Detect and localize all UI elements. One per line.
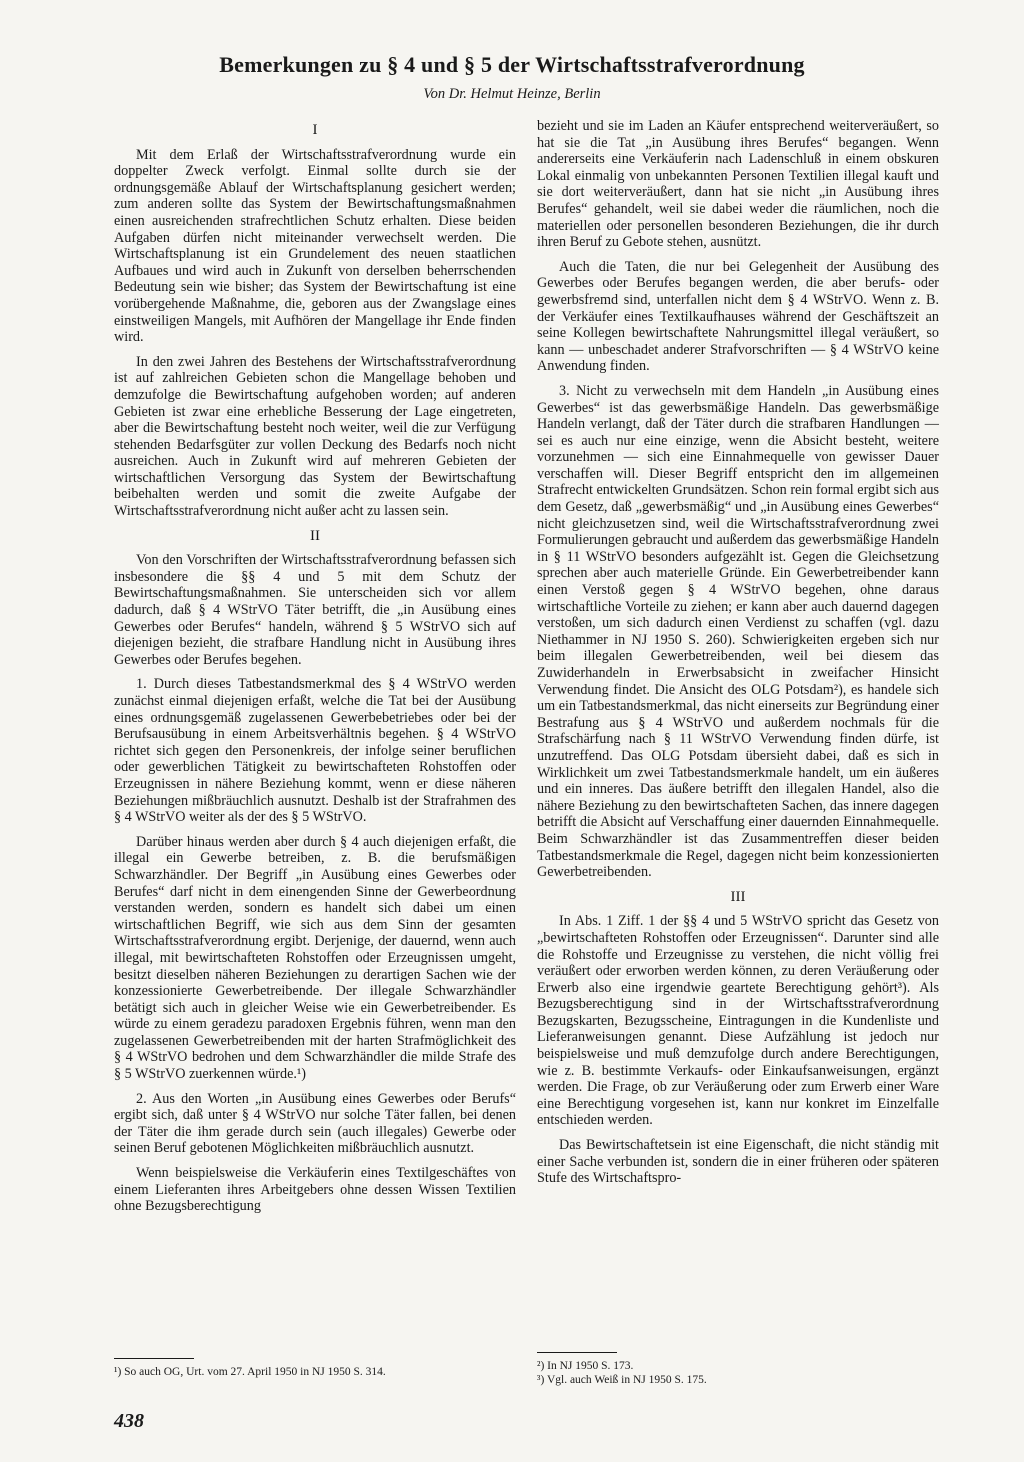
footnotes-right (537, 1352, 939, 1387)
paragraph: Darüber hinaus werden aber durch § 4 auch diejenigen erfaßt, die illegal ein Gewerbe betreiben, z. B. die berufsmäßigen Schwarzhändler. Der Begriff „in Ausübung eines Gewerbes oder Berufes“ darf nicht in dem einengenden Sinne der Gewerbeordnung verstanden werden, sondern es handelt sich dabei um einen wirtschaftlichen Begriff, wie sich aus dem Sinn der gesamten Wirtschaftsstrafverordnung ergibt. Derjenige, der dauernd, wenn auch illegal, mit bewirtschafteten Rohstoffen oder Erzeugnissen umgeht, besitzt dieselben näheren Beziehungen zu derartigen Sachen wie der konzessionierte Gewerbetreibende. Der illegale Schwarzhändler betätigt sich auch in gleicher Weise wie ein Gewerbetreibender. Es würde zu einem geradezu paradoxen Ergebnis führen, wenn man den zugelassenen Gewerbetreibenden mit der harten Strafmöglichkeit des § 4 WStrVO bedrohen und dem Schwarzhändler die milde Strafe des § 5 WStrVO zuerkennen würde.¹) (114, 833, 516, 1083)
paragraph: bezieht und sie im Laden an Käufer entsprechend weiterveräußert, so hat sie die Tat „in Ausübung ihres Berufes“ begangen. Wenn andererseits eine Verkäuferin nach Ladenschluß in einem obskuren Lokal einmalig von unbekannten Personen Textilien illegal kauft und sie dort weiterveräußert, dann hat sie nicht „in Ausübung ihres Berufes“ gehandelt, weil sie dabei weder die räumlichen, noch die materiellen oder personellen besonderen Beziehungen, die ihr durch ihren Beruf zu Gebote stehen, ausnützt. (537, 118, 939, 251)
paragraph: Wenn beispielsweise die Verkäuferin eines Textilgeschäftes von einem Lieferanten ihres Arbeitgebers ohne dessen Wissen Textilien ohne Bezugsberechtigung (114, 1165, 516, 1215)
right-column (537, 118, 939, 1195)
article-title: Bemerkungen zu § 4 und § 5 der Wirtschaftsstrafverordnung (219, 52, 805, 77)
page-number: 438 (114, 1410, 144, 1432)
footnote-2: ²) In NJ 1950 S. 173. (537, 1360, 634, 1372)
paragraph: Mit dem Erlaß der Wirtschaftsstrafverordnung wurde ein doppelter Zweck verfolgt. Einmal sollte durch sie der ordnungsgemäße Ablauf der Wirtschaftsplanung gesichert werden; zum anderen sollte das System der Bewirtschaftungsmaßnahmen einen ausreichenden strafrechtlichen Schutz erhalten. Diese beiden Aufgaben dürfen nicht miteinander verwechselt werden. Die Wirtschaftsplanung ist ein Grundelement des neuen staatlichen Aufbaues und wird auch in Zukunft von derselben beherrschenden Bedeutung sein wie bisher; das System der Bewirtschaftung ist eine vorübergehende Maßnahme, die, geboren aus der Zwangslage eines einstweiligen Mangels, mit Aufhören der Mangellage ihr Ende finden wird. (114, 146, 516, 346)
section-heading-3: III (730, 888, 746, 905)
paragraph: Das Bewirtschaftetsein ist eine Eigenschaft, die nicht ständig mit einer Sache verbunden ist, sondern die in einer früheren oder späteren Stufe des Wirtschaftspro- (537, 1137, 939, 1187)
paragraph: 1. Durch dieses Tatbestandsmerkmal des § 4 WStrVO werden zunächst einmal diejenigen erfaßt, welche die Tat bei der Ausübung eines ordnungsgemäß zugelassenen Gewerbebetriebes oder bei der Berufsausübung in einem Arbeitsverhältnis begehen. § 4 WStrVO richtet sich gegen den Personenkreis, der infolge seiner beruflichen oder gewerblichen Tätigkeit zu bewirtschafteten Rohstoffen oder Erzeugnissen in nähere Beziehung kommt, wenn er diese näheren Beziehungen mißbräuchlich ausnutzt. Deshalb ist der Strafrahmen des § 4 WStrVO weiter als der des § 5 WStrVO. (114, 676, 516, 826)
paragraph: 3. Nicht zu verwechseln mit dem Handeln „in Ausübung eines Gewerbes“ ist das gewerbsmäßige Handeln. Das gewerbsmäßige Handeln verlangt, daß der Täter durch die strafbaren Handlungen — sei es auch nur eine einzige, wenn die Absicht besteht, weitere vorzunehmen — sich eine Einnahmequelle von gewisser Dauer verschaffen will. Dieser Begriff entspricht den im allgemeinen Strafrecht entwickelten Grundsätzen. Schon rein formal ergibt sich aus dem Gesetz, daß „gewerbsmäßig“ und „in Ausübung eines Gewerbes“ nicht gleichzusetzen sind, weil die Wirtschaftsstrafverordnung zwei Formulierungen gebraucht und außerdem das gewerbsmäßige Handeln in § 11 WStrVO besonders aufgezählt ist. Gegen die Gleichsetzung sprechen aber auch materielle Gründe. Ein Gewerbetreibender kann einen Verstoß gegen § 4 WStrVO begehen, ohne daraus wirtschaftliche Vorteile zu ziehen; er kann aber auch dauernd dagegen verstoßen, um sich dadurch einen Verdienst zu schaffen (vgl. dazu Niethammer in NJ 1950 S. 260). Schwierigkeiten ergeben sich nur beim illegalen Gewerbetreibenden, weil bei diesem das Zuwiderhandeln in Erwerbsabsicht in zweifacher Hinsicht Verwendung findet. Die Ansicht des OLG Potsdam²), es handele sich um ein Tatbestandsmerkmal, das nicht einerseits zur Begründung einer Bestrafung aus § 4 WStrVO und außerdem nochmals für die Strafschärfung nach § 11 WStrVO Verwendung finden dürfe, ist unzutreffend. Das OLG Potsdam übersieht dabei, daß es sich in Wirklichkeit um zwei Tatbestandsmerkmale handelt, um ein äußeres und ein inneres. Das äußere betrifft den illegalen Handel, also die nähere Beziehung zu den bewirtschafteten Sachen, das innere dagegen betrifft die Absicht auf Verschaffung einer dauernden Einnahmequelle. Beim Schwarzhändler ist das Zusammentreffen dieser beiden Tatbestandsmerkmale die Regel, dagegen nicht beim konzessionierten Gewerbetreibenden. (537, 382, 939, 881)
paragraph: 2. Aus den Worten „in Ausübung eines Gewerbes oder Berufs“ ergibt sich, daß unter § 4 WStrVO nur solche Täter fallen, bei denen der Täter die ihm gerade durch sein (auch illegales) Gewerbe oder seinen Beruf gebotenen Möglichkeiten mißbräuchlich ausnutzt. (114, 1090, 516, 1157)
footnote-rule (537, 1352, 617, 1353)
paragraph: In den zwei Jahren des Bestehens der Wirtschaftsstrafverordnung ist auf zahlreichen Gebieten schon die Mangellage behoben und demzufolge die Bewirtschaftung aufgehoben worden; auf anderen Gebieten ist zwar eine erhebliche Besserung der Lage eingetreten, aber die Bewirtschaftung besteht noch weiter, weil die zur Verfügung stehenden Bedarfsgüter zur vollen Deckung des Bedarfs noch nicht ausreichen. Auch in Zukunft wird auf mehreren Gebieten der wirtschaftlichen Versorgung das System der Bewirtschaftung beibehalten werden und somit die zweite Aufgabe der Wirtschaftsstrafverordnung nicht außer acht zu lassen sein. (114, 353, 516, 520)
article-byline: Von Dr. Helmut Heinze, Berlin (423, 86, 601, 102)
section-heading-1: I (312, 122, 318, 138)
footnote-1: ¹) So auch OG, Urt. vom 27. April 1950 in NJ 1950 S. 314. (114, 1366, 386, 1378)
section-heading-2: II (310, 527, 320, 544)
left-column (114, 118, 516, 1223)
paragraph: Auch die Taten, die nur bei Gelegenheit der Ausübung des Gewerbes oder Berufes begangen werden, die aber berufs- oder gewerbsfremd sind, unterfallen nicht dem § 4 WStrVO. Wenn z. B. der Verkäufer eines Textilkaufhauses während der Geschäftszeit an seine Kollegen bewirtschaftete Nahrungsmittel illegal veräußert, so kann — unbeschadet anderer Strafvorschriften — § 4 WStrVO keine Anwendung finden. (537, 258, 939, 375)
paragraph: In Abs. 1 Ziff. 1 der §§ 4 und 5 WStrVO spricht das Gesetz von „bewirtschafteten Rohstoffen oder Erzeugnissen“. Darunter sind alle die Rohstoffe und Erzeugnisse zu verstehen, die nicht völlig frei veräußert oder erworben werden können, zu deren Veräußerung oder Erwerb also eine irgendwie geartete Berechtigung gehört³). Als Bezugsberechtigung sind in der Wirtschaftsstrafverordnung Bezugskarten, Bezugsscheine, Eintragungen in die Kundenliste und Lieferanweisungen genannt. Diese Aufzählung ist jedoch nur beispielsweise und muß demzufolge durch andere Berechtigungen, wie z. B. bestimmte Verkaufs- oder Einkaufsanweisungen, ergänzt werden. Die Frage, ob zur Veräußerung oder zum Erwerb einer Ware eine Berechtigung vorgesehen ist, kann nur konkret im Einzelfalle entschieden werden. (537, 913, 939, 1129)
footnote-3: ³) Vgl. auch Weiß in NJ 1950 S. 175. (537, 1374, 707, 1386)
footnotes-left (114, 1358, 516, 1379)
footnote-rule (114, 1358, 194, 1359)
paragraph: Von den Vorschriften der Wirtschaftsstrafverordnung befassen sich insbesondere die §§ 4 und 5 mit dem Schutz der Bewirtschaftungsmaßnahmen. Sie unterscheiden sich vor allem dadurch, daß § 4 WStrVO Täter betrifft, die „in Ausübung eines Gewerbes oder Berufes“ handeln, während § 5 WStrVO sich auf diejenigen bezieht, die strafbare Handlung nicht in Ausübung ihres Gewerbes oder Berufes begehen. (114, 552, 516, 668)
